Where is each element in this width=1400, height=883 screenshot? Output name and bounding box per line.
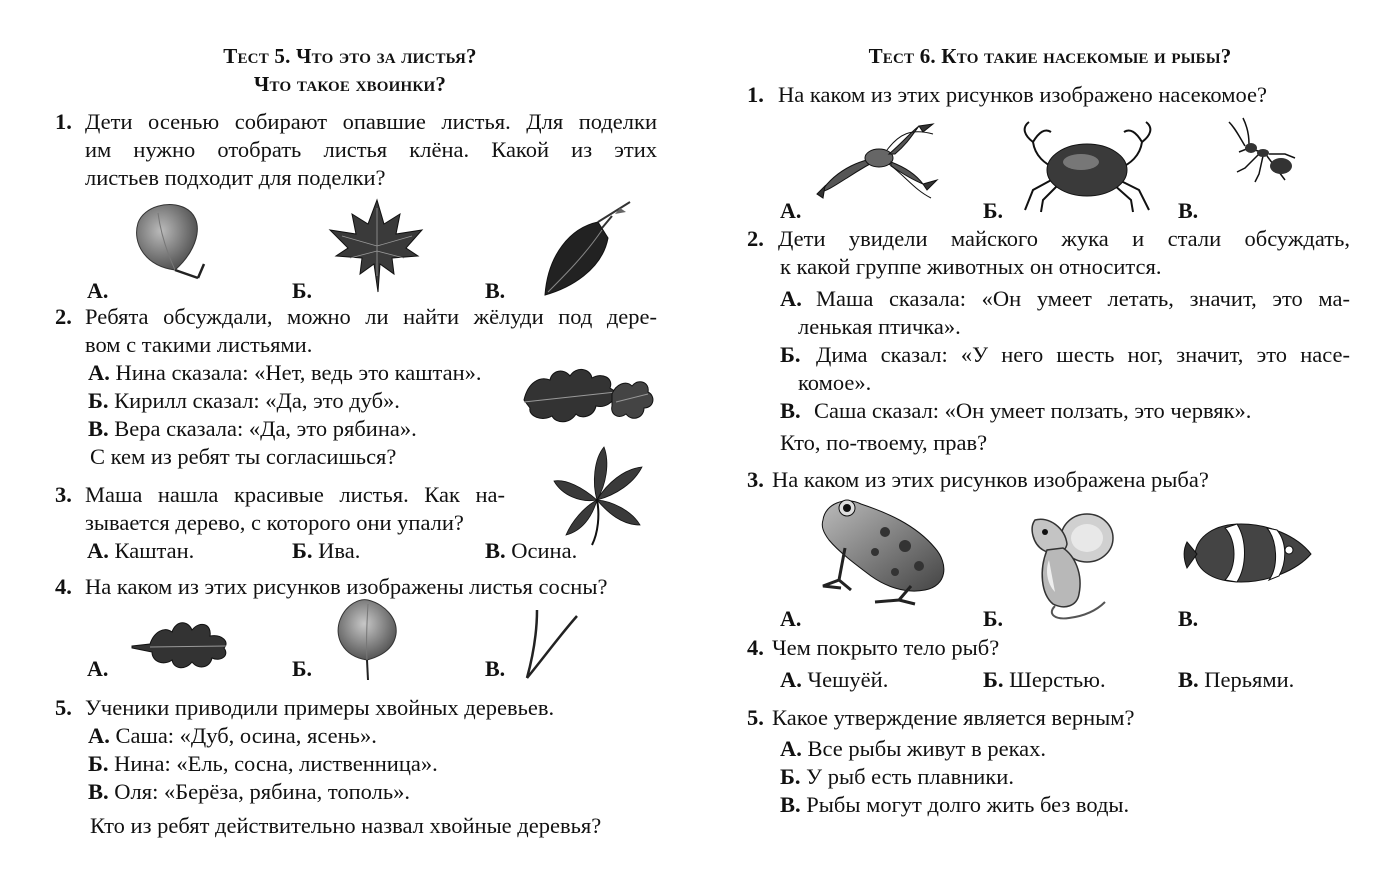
option-text: Перьями. [1204,667,1295,692]
question-text-line: Дети увидели майского жука и стали обсуждать, [778,226,1350,251]
question-closing: Кто из ребят действительно назвал хвойные деревья? [90,813,602,838]
option-label: А. [780,286,802,311]
answer-option-c[interactable] [1178,666,1294,694]
image-label-a: А. [87,278,109,303]
question-text: На каком из этих рисунков изображено насекомое? [778,82,1267,107]
pine-needles-icon [515,606,585,681]
question-text-line: листьев подходит для поделки? [85,165,386,190]
option-label: В. [88,416,109,441]
image-label-c: В. [485,656,506,681]
mouse-icon [1025,510,1120,622]
question-number: 3. [55,482,72,507]
option-text: Шерстью. [1009,667,1106,692]
option-label: А. [780,667,802,692]
question-number: 1. [747,82,764,107]
option-label: В. [780,792,801,817]
option-label: Б. [780,342,801,367]
question-text-line: вом с такими листьями. [85,332,313,357]
answer-option-a[interactable] [780,735,1046,763]
option-label: В. [88,779,109,804]
answer-option-c[interactable] [780,791,1129,819]
image-label-b: Б. [292,278,313,303]
option-text: Оля: «Берёза, рябина, тополь». [114,779,410,804]
option-label: А. [780,736,802,761]
image-label-b: Б. [292,656,313,681]
option-text-line: комое». [798,370,872,395]
option-text-line: Маша сказала: «Он умеет летать, значит, это ма- [816,286,1350,311]
question-text-line: Ребята обсуждали, можно ли найти жёлуди под дере- [85,304,657,329]
question-text-line: им нужно отобрать листья клёна. Какой из этих [85,137,657,162]
option-label: Б. [983,667,1004,692]
question-number: 5. [55,695,72,720]
option-text: Вера сказала: «Да, это рябина». [114,416,417,441]
option-label: А. [88,723,110,748]
question-number: 4. [747,635,764,660]
question-text: Чем покрыто тело рыб? [772,635,1000,660]
option-label: В. [485,538,506,563]
ant-icon [1215,118,1310,196]
question-text: Какое утверждение является верным? [772,705,1135,730]
answer-option-b[interactable] [88,387,400,415]
question-text-line: Маша нашла красивые листья. Как на- [85,482,505,507]
option-text-line: Саша сказал: «Он умеет ползать, это червяк». [814,398,1252,423]
image-label-b: Б. [983,606,1004,631]
image-label-c: В. [1178,198,1199,223]
aspen-leaf-icon [332,598,402,683]
question-text-line: зывается дерево, с которого они упали? [85,510,464,535]
option-text-line: Дима сказал: «У него шесть ног, значит, это насе- [816,342,1350,367]
question-text: На каком из этих рисунков изображены листья сосны? [85,574,608,599]
option-label: Б. [88,751,109,776]
image-label-a: А. [780,606,802,631]
question-number: 5. [747,705,764,730]
option-label: Б. [88,388,109,413]
image-label-c: В. [485,278,506,303]
option-text: Осина. [511,538,578,563]
option-label: В. [780,398,801,423]
question-text: Ученики приводили примеры хвойных деревьев. [85,695,555,720]
frog-icon [815,490,955,605]
answer-option-b[interactable] [983,666,1106,694]
option-text: Нина: «Ель, сосна, лиственница». [114,751,438,776]
answer-option-a[interactable] [87,537,194,565]
question-number: 3. [747,467,764,492]
question-closing: Кто, по-твоему, прав? [780,430,988,455]
answer-option-b[interactable] [780,763,1014,791]
answer-option-b[interactable] [292,537,360,565]
image-label-b: Б. [983,198,1004,223]
answer-option-a[interactable] [88,359,482,387]
option-label: Б. [780,764,801,789]
option-label: В. [1178,667,1199,692]
option-text: Ива. [318,538,361,563]
option-text: Каштан. [114,538,195,563]
answer-option-c[interactable] [485,537,577,565]
option-text-line: ленькая птичка». [798,314,961,339]
question-number: 2. [55,304,72,329]
chestnut-leaf-icon [552,445,647,550]
answer-option-b[interactable] [88,750,438,778]
image-label-a: А. [780,198,802,223]
answer-option-c[interactable] [88,778,410,806]
crab-icon [1015,118,1160,213]
crayfish-icon [815,120,940,200]
test6-title: Тест 6. Кто такие насекомые и рыбы? [868,44,1232,68]
image-label-c: В. [1178,606,1199,631]
image-label-a: А. [87,656,109,681]
question-text-line: к какой группе животных он относится. [780,254,1162,279]
answer-option-a[interactable] [780,666,888,694]
oak-leaves-icon [520,362,660,432]
option-label: А. [88,360,110,385]
option-text: Рыбы могут долго жить без воды. [806,792,1130,817]
option-text: Все рыбы живут в реках. [807,736,1047,761]
test5-title-line1: Тест 5. Что это за листья? [223,44,477,68]
option-text: Чешуёй. [807,667,889,692]
linden-leaf-icon [130,198,220,288]
question-number: 4. [55,574,72,599]
option-text: У рыб есть плавники. [806,764,1014,789]
question-number: 2. [747,226,764,251]
birch-leaf-icon [540,200,635,300]
question-number: 1. [55,109,72,134]
option-text: Саша: «Дуб, осина, ясень». [115,723,377,748]
question-closing: С кем из ребят ты согласишься? [90,444,397,469]
option-text: Кирилл сказал: «Да, это дуб». [114,388,400,413]
answer-option-a[interactable] [88,722,377,750]
question-text-line: Дети осенью собирают опавшие листья. Для поделки [85,109,657,134]
oak-leaf-icon [130,612,235,672]
test5-title-line2: Что такое хвоинки? [253,72,447,96]
maple-leaf-icon [322,196,432,296]
answer-option-c[interactable] [88,415,417,443]
test6-page [700,0,1400,883]
clownfish-icon [1185,512,1315,592]
option-text: Нина сказала: «Нет, ведь это каштан». [115,360,482,385]
question-text: На каком из этих рисунков изображена рыба? [772,467,1209,492]
option-label: Б. [292,538,313,563]
option-label: А. [87,538,109,563]
